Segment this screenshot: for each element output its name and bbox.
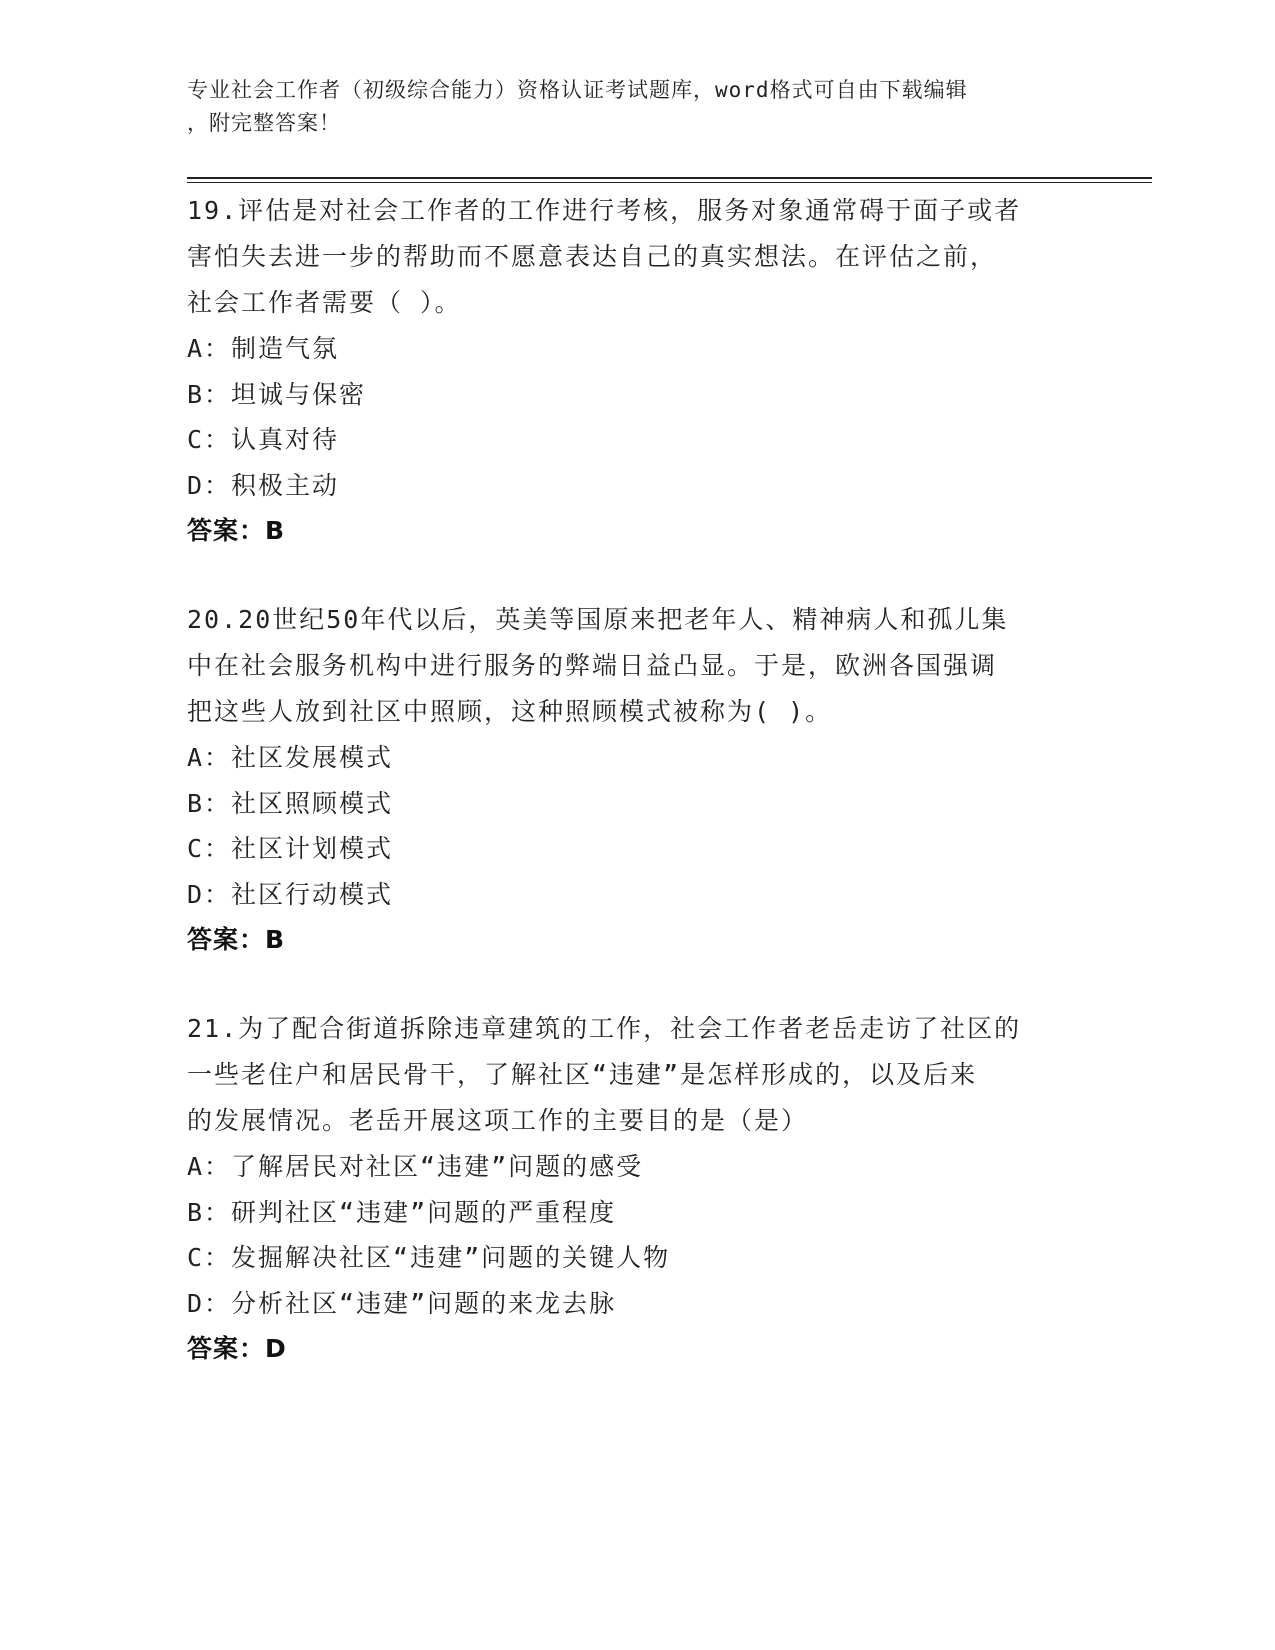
option-c: C：社区计划模式 <box>187 834 394 863</box>
header-line-1: 专业社会工作者（初级综合能力）资格认证考试题库，word格式可自由下载编辑 <box>187 78 968 102</box>
question-21 <box>187 1006 1087 1372</box>
option-a: A：制造气氛 <box>187 334 340 363</box>
answer-label: 答案：D <box>187 1334 287 1363</box>
question-stem <box>187 1006 1087 1144</box>
option-c: C：发掘解决社区“违建”问题的关键人物 <box>187 1243 671 1272</box>
option-d: D：积极主动 <box>187 470 340 500</box>
header-line-2: ，附完整答案！ <box>187 111 341 135</box>
stem-line: 中在社会服务机构中进行服务的弊端日益凸显。于是，欧洲各国强调 <box>187 651 998 680</box>
option-d: D：社区行动模式 <box>187 879 394 909</box>
option-b: B：坦诚与保密 <box>187 379 367 409</box>
option-a: A：社区发展模式 <box>187 743 394 772</box>
answer-label: 答案：B <box>187 516 286 545</box>
stem-line: 一些老住户和居民骨干，了解社区“违建”是怎样形成的，以及后来 <box>187 1060 978 1089</box>
stem-line: 19.评估是对社会工作者的工作进行考核，服务对象通常碍于面子或者 <box>187 196 1022 225</box>
document-header <box>187 74 1067 140</box>
header-divider-thin <box>187 182 1152 183</box>
question-19 <box>187 188 1087 554</box>
question-stem <box>187 188 1087 326</box>
stem-line: 20.20世纪50年代以后，英美等国原来把老年人、精神病人和孤儿集 <box>187 605 1009 634</box>
option-a: A：了解居民对社区“违建”问题的感受 <box>187 1152 644 1181</box>
answer-label: 答案：B <box>187 925 286 954</box>
stem-line: 把这些人放到社区中照顾，这种照顾模式被称为( )。 <box>187 697 833 726</box>
option-b: B：研判社区“违建”问题的严重程度 <box>187 1197 617 1227</box>
option-d: D：分析社区“违建”问题的来龙去脉 <box>187 1288 617 1318</box>
question-stem <box>187 597 1087 735</box>
stem-line: 的发展情况。老岳开展这项工作的主要目的是（是） <box>187 1106 809 1135</box>
option-c: C：认真对待 <box>187 425 340 454</box>
stem-line: 社会工作者需要（ ）。 <box>187 288 462 317</box>
stem-line: 21.为了配合街道拆除违章建筑的工作，社会工作者老岳走访了社区的 <box>187 1014 1022 1043</box>
stem-line: 害怕失去进一步的帮助而不愿意表达自己的真实想法。在评估之前， <box>187 242 998 271</box>
header-divider-thick <box>187 177 1152 179</box>
question-20 <box>187 597 1087 963</box>
option-b: B：社区照顾模式 <box>187 788 394 818</box>
